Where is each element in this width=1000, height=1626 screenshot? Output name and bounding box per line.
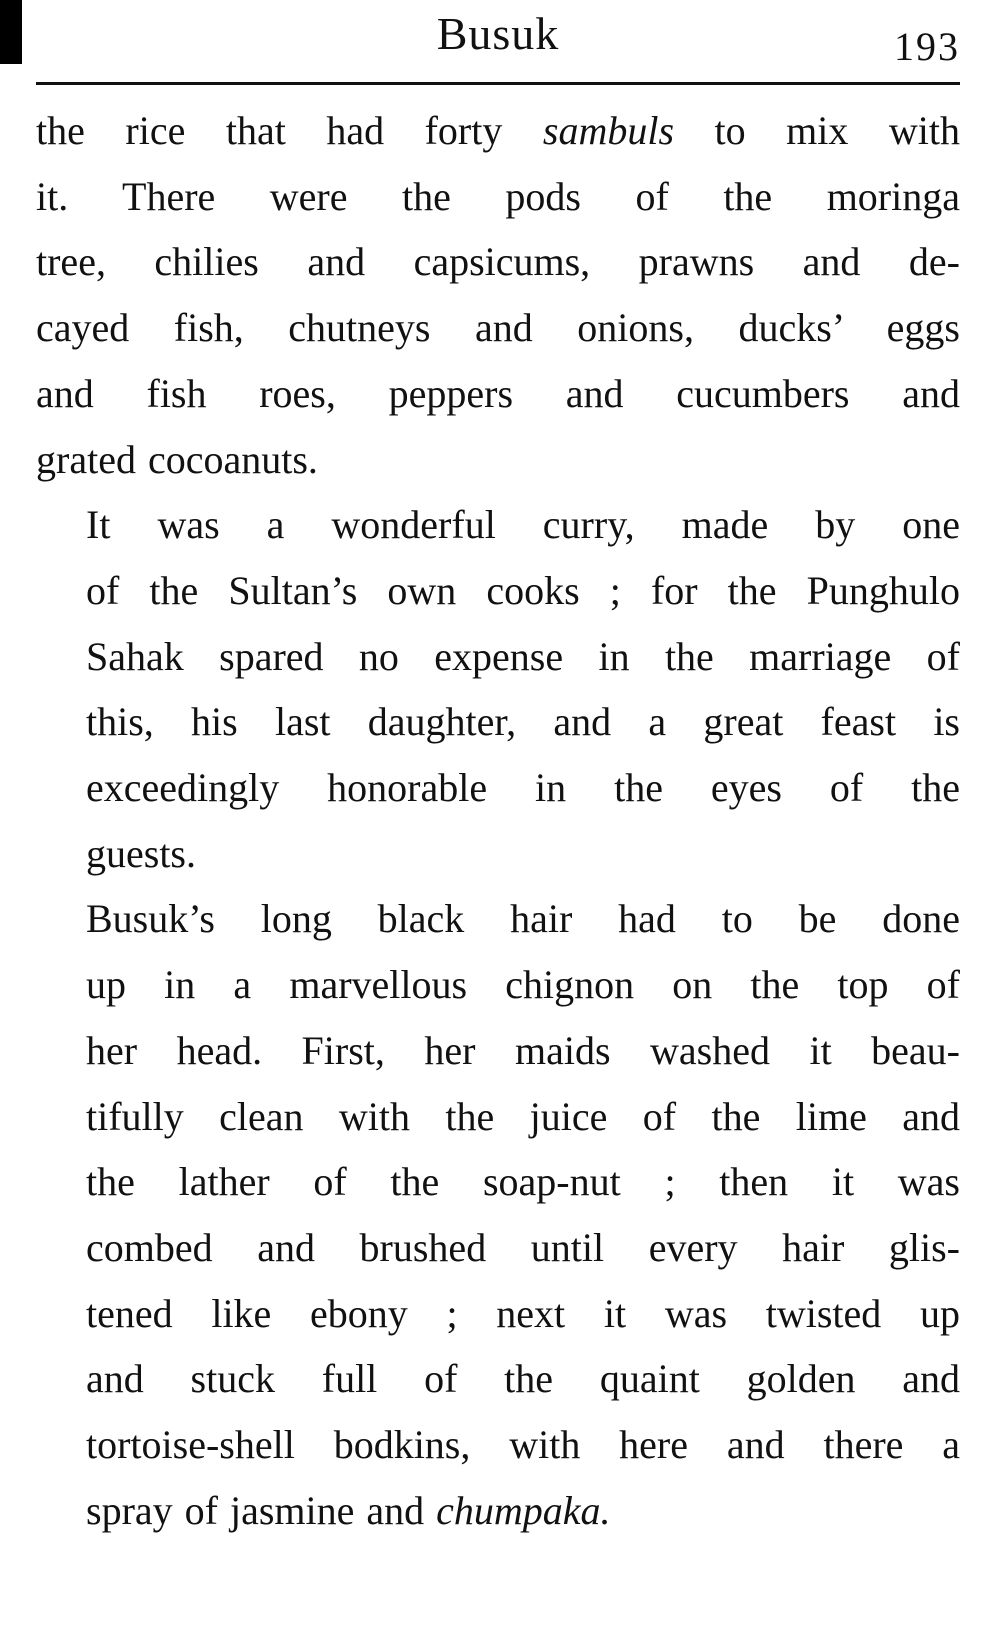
page-corner-mark [0, 0, 22, 64]
running-title: Busuk [436, 8, 560, 59]
text-line: the rice that had forty sambuls to mix with [36, 108, 961, 153]
text-line: It was a wonderful curry, made by one [86, 502, 960, 548]
italic-term: chumpaka. [436, 1487, 611, 1533]
text-line: the lather of the soap-nut ; then it was [86, 1159, 960, 1205]
text-line: this, his last daughter, and a great feast is [86, 699, 960, 745]
paragraph-3 [36, 886, 960, 1543]
text-line: tree, chilies and capsicums, prawns and de- [36, 239, 960, 285]
text-line: tortoise-shell bodkins, with here and there a [86, 1422, 960, 1468]
text-line: and stuck full of the quaint golden and [86, 1356, 960, 1402]
text-line: tened like ebony ; next it was twisted up [86, 1290, 960, 1336]
italic-term: sambuls [542, 108, 675, 153]
paragraph-1 [36, 98, 960, 492]
text-line: combed and brushed until every hair glis- [86, 1224, 960, 1270]
text-line: cayed fish, chutneys and onions, ducks’ eggs [36, 305, 960, 351]
text-line: tifully clean with the juice of the lime and [86, 1093, 960, 1139]
page-number: 193 [894, 24, 960, 69]
text-line: guests. [86, 830, 196, 876]
text-line: up in a marvellous chignon on the top of [86, 962, 960, 1008]
text-line: and fish roes, peppers and cucumbers and [36, 370, 960, 416]
paragraph-2 [36, 492, 960, 886]
text-line: her head. First, her maids washed it beau- [86, 1027, 960, 1073]
header-rule [36, 82, 960, 85]
text-line: Sahak spared no expense in the marriage of [86, 633, 960, 679]
text-line: it. There were the pods of the moringa [36, 173, 960, 219]
text-line: Busuk’s long black hair had to be done [86, 896, 960, 942]
text-line: spray of jasmine and chumpaka. [86, 1487, 611, 1533]
text-line: exceedingly honorable in the eyes of the [86, 765, 960, 811]
text-line: grated cocoanuts. [36, 436, 318, 482]
text-line: of the Sultan’s own cooks ; for the Punghulo [86, 567, 960, 613]
body-text [36, 98, 960, 1543]
page-header [36, 0, 960, 86]
